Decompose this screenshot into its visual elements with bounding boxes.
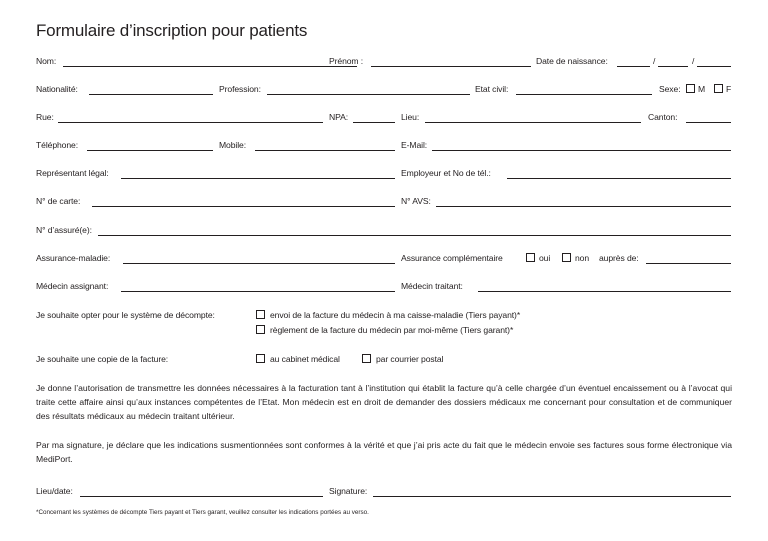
canton-field[interactable]: [686, 122, 731, 123]
representant-field[interactable]: [121, 178, 395, 179]
lieu-field[interactable]: [425, 122, 641, 123]
telephone-label: Téléphone:: [36, 140, 79, 150]
footnote: *Concernant les systèmes de décompte Tiers payant et Tiers garant, veuillez consulter les indications portées au verso.: [36, 509, 369, 516]
canton-label: Canton:: [648, 112, 678, 122]
lieu-label: Lieu:: [401, 112, 420, 122]
row-representative: [36, 167, 731, 181]
no-assure-label: N° d’assuré(e):: [36, 225, 92, 235]
sexe-f-label: F: [726, 84, 732, 94]
assurance-comp-oui-checkbox[interactable]: [526, 253, 535, 262]
employeur-field[interactable]: [507, 178, 731, 179]
medecin-traitant-label: Médecin traitant:: [401, 281, 463, 291]
lieu-date-label: Lieu/date:: [36, 486, 73, 496]
npa-label: NPA:: [329, 112, 349, 122]
row-doctors: [36, 280, 731, 294]
copy-postal-label: par courrier postal: [376, 354, 444, 364]
npa-field[interactable]: [353, 122, 395, 123]
copy-postal-checkbox[interactable]: [362, 354, 371, 363]
no-carte-label: N° de carte:: [36, 196, 81, 206]
rue-field[interactable]: [58, 122, 323, 123]
row-contact: [36, 139, 731, 153]
no-assure-field[interactable]: [98, 235, 731, 236]
billing-system-section: [36, 309, 731, 339]
signature-label: Signature:: [329, 486, 368, 496]
no-avs-field[interactable]: [436, 206, 731, 207]
tiers-garant-label: règlement de la facture du médecin par moi-même (Tiers garant)*: [270, 325, 514, 335]
tiers-garant-checkbox[interactable]: [256, 325, 265, 334]
signature-field[interactable]: [373, 496, 731, 497]
employeur-label: Employeur et No de tél.:: [401, 168, 491, 178]
sexe-label: Sexe:: [659, 84, 681, 94]
sexe-m-label: M: [698, 84, 706, 94]
telephone-field[interactable]: [87, 150, 213, 151]
row-insured-number: [36, 224, 731, 238]
assurance-comp-label: Assurance complémentaire: [401, 253, 503, 263]
nationalite-field[interactable]: [89, 94, 213, 95]
birth-month-field[interactable]: [658, 66, 688, 67]
copy-cabinet-checkbox[interactable]: [256, 354, 265, 363]
medecin-traitant-field[interactable]: [478, 291, 731, 292]
invoice-copy-section: [36, 353, 731, 367]
date-naissance-label: Date de naissance:: [536, 56, 608, 66]
row-signature: [36, 485, 731, 499]
nationalite-label: Nationalité:: [36, 84, 78, 94]
lieu-date-field[interactable]: [80, 496, 323, 497]
medecin-assignant-field[interactable]: [121, 291, 395, 292]
profession-label: Profession:: [219, 84, 261, 94]
invoice-copy-label: Je souhaite une copie de la facture:: [36, 354, 169, 364]
mobile-field[interactable]: [255, 150, 395, 151]
rue-label: Rue:: [36, 112, 54, 122]
row-insurance: [36, 252, 731, 266]
date-separator: /: [692, 56, 695, 66]
row-card: [36, 195, 731, 209]
row-identity: [36, 55, 731, 69]
profession-field[interactable]: [267, 94, 470, 95]
aupres-label: auprès de:: [599, 253, 639, 263]
form-title: Formulaire d’inscription pour patients: [36, 21, 308, 40]
copy-cabinet-label: au cabinet médical: [270, 354, 340, 364]
mobile-label: Mobile:: [219, 140, 247, 150]
assurance-maladie-field[interactable]: [123, 263, 395, 264]
nom-label: Nom:: [36, 56, 57, 66]
aupres-field[interactable]: [646, 263, 731, 264]
email-field[interactable]: [432, 150, 731, 151]
assurance-comp-non-checkbox[interactable]: [562, 253, 571, 262]
representant-label: Représentant légal:: [36, 168, 109, 178]
email-label: E-Mail:: [401, 140, 428, 150]
oui-label: oui: [539, 253, 551, 263]
birth-year-field[interactable]: [697, 66, 731, 67]
medecin-assignant-label: Médecin assignant:: [36, 281, 109, 291]
non-label: non: [575, 253, 590, 263]
etat-civil-label: Etat civil:: [475, 84, 509, 94]
prenom-field[interactable]: [371, 66, 531, 67]
birth-day-field[interactable]: [617, 66, 650, 67]
etat-civil-field[interactable]: [516, 94, 652, 95]
billing-system-label: Je souhaite opter pour le système de décompte:: [36, 310, 215, 320]
row-address: [36, 111, 731, 125]
prenom-label: Prénom :: [329, 56, 364, 66]
declaration-paragraph: Par ma signature, je déclare que les indications susmentionnées sont conformes à la vérité et que j’ai pris acte du fait que le médecin envoie ses factures sous forme électronique via MediPort.: [36, 440, 732, 464]
tiers-payant-checkbox[interactable]: [256, 310, 265, 319]
no-carte-field[interactable]: [92, 206, 395, 207]
authorization-paragraph: Je donne l’autorisation de transmettre les données nécessaires à la facturation tant à l’institution qui établit la facture qu’à celle chargée d’un éventuel encaissement ou à l’avocat qui traite cette affaire ainsi qu’aux instances compétentes de l’Etat. Mon médecin est en droit de demander des dossiers médicaux me concernant pour consultation et de communiquer des résultats médicaux au médecin traitant ultérieur.: [36, 383, 732, 421]
sexe-f-checkbox[interactable]: [714, 84, 723, 93]
no-avs-label: N° AVS:: [401, 196, 431, 206]
row-nationality: [36, 83, 731, 97]
tiers-payant-label: envoi de la facture du médecin à ma caisse-maladie (Tiers payant)*: [270, 310, 521, 320]
sexe-m-checkbox[interactable]: [686, 84, 695, 93]
date-separator: /: [653, 56, 656, 66]
nom-field[interactable]: [63, 66, 357, 67]
assurance-maladie-label: Assurance-maladie:: [36, 253, 111, 263]
